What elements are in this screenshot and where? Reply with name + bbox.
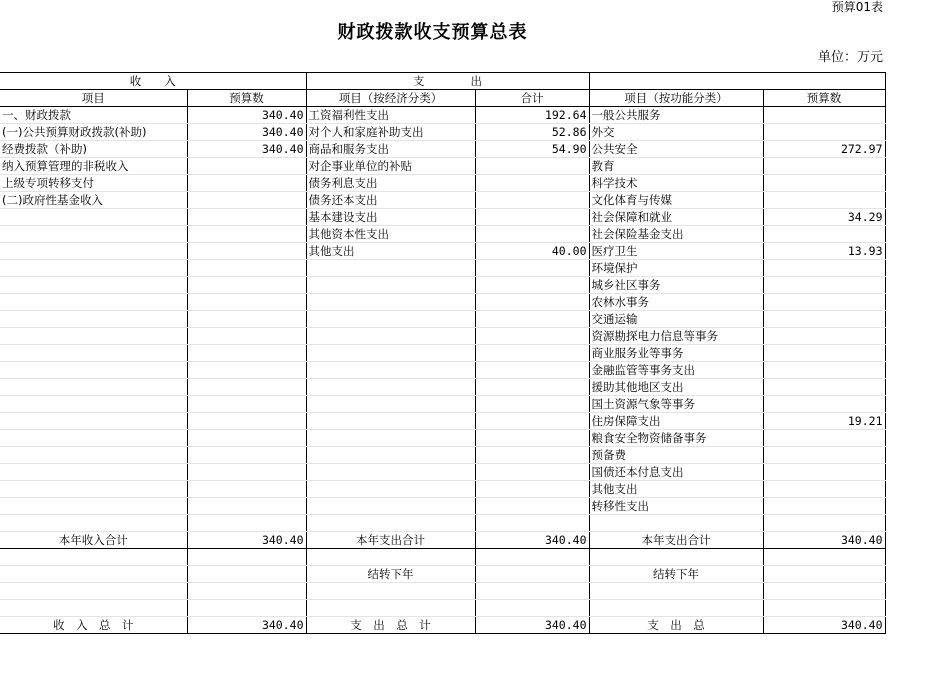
func-amount-cell — [763, 430, 885, 447]
col-header-item: 项目 — [0, 90, 187, 107]
table-row — [0, 379, 885, 396]
income-amount-cell — [187, 515, 306, 532]
income-amount-cell — [187, 243, 306, 260]
econ-amount-cell — [475, 447, 589, 464]
func-item-cell: 交通运输 — [589, 311, 763, 328]
func-amount-cell — [763, 464, 885, 481]
econ-amount-cell — [475, 192, 589, 209]
table-row — [0, 175, 885, 192]
func-amount-cell — [763, 294, 885, 311]
econ-item-cell: 其他资本性支出 — [306, 226, 475, 243]
func-amount-cell — [763, 226, 885, 243]
econ-amount-cell — [475, 430, 589, 447]
income-item-cell — [0, 515, 187, 532]
page-title: 财政拨款收支预算总表 — [337, 22, 528, 43]
func-amount-cell: 13.93 — [763, 243, 885, 260]
income-item-cell: 经费拨款（补助) — [0, 141, 187, 158]
header-row-top — [0, 73, 885, 90]
econ-amount-cell — [475, 175, 589, 192]
income-item-cell — [0, 498, 187, 515]
func-amount-cell — [763, 311, 885, 328]
expense-total-label: 支 出 总 计 — [306, 617, 475, 634]
expense-sum-amount: 340.40 — [475, 532, 589, 549]
econ-amount-cell — [475, 515, 589, 532]
func-amount-cell — [763, 158, 885, 175]
func-item-cell: 城乡社区事务 — [589, 277, 763, 294]
form-code: 预算01表 — [831, 0, 883, 14]
func-item-cell: 粮食安全物资储备事务 — [589, 430, 763, 447]
func-sum-amount: 340.40 — [763, 532, 885, 549]
table-row — [0, 294, 885, 311]
func-carry-label: 结转下年 — [589, 566, 763, 583]
econ-amount-cell — [475, 498, 589, 515]
func-item-cell: 国债还本付息支出 — [589, 464, 763, 481]
econ-item-cell — [306, 311, 475, 328]
econ-amount-cell — [475, 396, 589, 413]
expense-carry-label: 结转下年 — [306, 566, 475, 583]
table-row — [0, 124, 885, 141]
func-amount-cell: 272.97 — [763, 141, 885, 158]
econ-amount-cell — [475, 345, 589, 362]
func-item-cell: 文化体育与传媒 — [589, 192, 763, 209]
income-amount-cell — [187, 413, 306, 430]
expense-total-amount: 340.40 — [475, 617, 589, 634]
table-row — [0, 413, 885, 430]
econ-item-cell: 工资福利性支出 — [306, 107, 475, 124]
table-row — [0, 243, 885, 260]
income-amount-cell: 340.40 — [187, 124, 306, 141]
func-amount-cell — [763, 107, 885, 124]
income-amount-cell: 340.40 — [187, 107, 306, 124]
func-item-cell: 援助其他地区支出 — [589, 379, 763, 396]
income-item-cell — [0, 447, 187, 464]
table-row — [0, 328, 885, 345]
income-header: 收 入 — [0, 73, 306, 90]
income-amount-cell — [187, 277, 306, 294]
income-item-cell — [0, 328, 187, 345]
income-item-cell — [0, 379, 187, 396]
func-amount-cell: 34.29 — [763, 209, 885, 226]
func-amount-cell: 19.21 — [763, 413, 885, 430]
income-item-cell — [0, 294, 187, 311]
func-item-cell: 医疗卫生 — [589, 243, 763, 260]
func-item-cell: 预备费 — [589, 447, 763, 464]
econ-item-cell: 对个人和家庭补助支出 — [306, 124, 475, 141]
carry-row — [0, 566, 885, 583]
income-amount-cell — [187, 260, 306, 277]
table-row — [0, 481, 885, 498]
econ-item-cell — [306, 328, 475, 345]
econ-amount-cell — [475, 362, 589, 379]
expense-sum-label: 本年支出合计 — [306, 532, 475, 549]
func-item-cell: 资源勘探电力信息等事务 — [589, 328, 763, 345]
econ-amount-cell: 40.00 — [475, 243, 589, 260]
blank-row — [0, 583, 885, 600]
table-row — [0, 498, 885, 515]
econ-item-cell — [306, 413, 475, 430]
econ-amount-cell — [475, 413, 589, 430]
table-row — [0, 311, 885, 328]
table-row — [0, 464, 885, 481]
func-amount-cell — [763, 481, 885, 498]
income-item-cell — [0, 413, 187, 430]
func-item-cell: 社会保险基金支出 — [589, 226, 763, 243]
table-row — [0, 192, 885, 209]
blank-row — [0, 600, 885, 617]
table-row — [0, 396, 885, 413]
econ-amount-cell — [475, 464, 589, 481]
func-item-cell: 科学技术 — [589, 175, 763, 192]
func-amount-cell — [763, 328, 885, 345]
econ-amount-cell — [475, 294, 589, 311]
income-amount-cell — [187, 396, 306, 413]
func-amount-cell — [763, 277, 885, 294]
func-amount-cell — [763, 447, 885, 464]
income-item-cell: 一、财政拨款 — [0, 107, 187, 124]
income-amount-cell — [187, 464, 306, 481]
income-amount-cell — [187, 158, 306, 175]
income-item-cell — [0, 362, 187, 379]
summary-row — [0, 532, 885, 549]
func-amount-cell — [763, 515, 885, 532]
income-amount-cell — [187, 447, 306, 464]
income-amount-cell — [187, 379, 306, 396]
income-amount-cell — [187, 430, 306, 447]
col-header-func-budget: 预算数 — [763, 90, 885, 107]
econ-item-cell — [306, 396, 475, 413]
func-item-cell: 农林水事务 — [589, 294, 763, 311]
econ-item-cell — [306, 481, 475, 498]
func-amount-cell — [763, 396, 885, 413]
econ-item-cell: 债务还本支出 — [306, 192, 475, 209]
table-row — [0, 362, 885, 379]
func-item-cell: 环境保护 — [589, 260, 763, 277]
func-sum-label: 本年支出合计 — [589, 532, 763, 549]
econ-item-cell: 债务利息支出 — [306, 175, 475, 192]
income-amount-cell — [187, 175, 306, 192]
table-row — [0, 260, 885, 277]
unit-label: 单位：万元 — [817, 50, 883, 65]
income-amount-cell — [187, 192, 306, 209]
income-item-cell — [0, 209, 187, 226]
income-item-cell — [0, 345, 187, 362]
func-item-cell: 外交 — [589, 124, 763, 141]
econ-amount-cell — [475, 277, 589, 294]
econ-amount-cell: 54.90 — [475, 141, 589, 158]
col-header-func-item: 项目（按功能分类） — [589, 90, 763, 107]
table-row — [0, 226, 885, 243]
income-amount-cell — [187, 328, 306, 345]
econ-item-cell — [306, 515, 475, 532]
income-amount-cell — [187, 498, 306, 515]
income-amount-cell — [187, 481, 306, 498]
func-amount-cell — [763, 175, 885, 192]
econ-amount-cell: 52.86 — [475, 124, 589, 141]
income-item-cell: 纳入预算管理的非税收入 — [0, 158, 187, 175]
table-row — [0, 141, 885, 158]
func-item-cell: 转移性支出 — [589, 498, 763, 515]
econ-item-cell — [306, 379, 475, 396]
func-item-cell: 公共安全 — [589, 141, 763, 158]
income-item-cell — [0, 430, 187, 447]
income-amount-cell — [187, 226, 306, 243]
econ-item-cell — [306, 277, 475, 294]
income-item-cell — [0, 243, 187, 260]
expense-header-blank — [589, 73, 885, 90]
econ-amount-cell — [475, 260, 589, 277]
income-amount-cell — [187, 345, 306, 362]
income-item-cell — [0, 226, 187, 243]
econ-item-cell: 其他支出 — [306, 243, 475, 260]
econ-amount-cell: 192.64 — [475, 107, 589, 124]
table-row — [0, 345, 885, 362]
econ-item-cell — [306, 447, 475, 464]
econ-item-cell — [306, 345, 475, 362]
income-item-cell — [0, 464, 187, 481]
income-item-cell — [0, 260, 187, 277]
func-item-cell: 其他支出 — [589, 481, 763, 498]
func-item-cell — [589, 515, 763, 532]
income-sum-label: 本年收入合计 — [0, 532, 187, 549]
grand-total-row — [0, 617, 885, 634]
table-row — [0, 158, 885, 175]
econ-item-cell — [306, 294, 475, 311]
func-item-cell: 教育 — [589, 158, 763, 175]
col-header-econ-item: 项目（按经济分类） — [306, 90, 475, 107]
func-amount-cell — [763, 379, 885, 396]
income-amount-cell: 340.40 — [187, 141, 306, 158]
income-item-cell — [0, 311, 187, 328]
income-item-cell — [0, 481, 187, 498]
table-row — [0, 430, 885, 447]
income-amount-cell — [187, 209, 306, 226]
col-header-budget: 预算数 — [187, 90, 306, 107]
func-amount-cell — [763, 345, 885, 362]
table-row — [0, 107, 885, 124]
income-item-cell: 上级专项转移支付 — [0, 175, 187, 192]
econ-amount-cell — [475, 311, 589, 328]
econ-item-cell: 基本建设支出 — [306, 209, 475, 226]
table-row — [0, 277, 885, 294]
income-amount-cell — [187, 294, 306, 311]
income-sum-amount: 340.40 — [187, 532, 306, 549]
income-item-cell — [0, 396, 187, 413]
econ-item-cell — [306, 498, 475, 515]
budget-table — [0, 72, 886, 634]
econ-amount-cell — [475, 209, 589, 226]
income-total-label: 收 入 总 计 — [0, 617, 187, 634]
table-row — [0, 515, 885, 532]
func-item-cell: 一般公共服务 — [589, 107, 763, 124]
table-row — [0, 209, 885, 226]
econ-item-cell: 对企事业单位的补贴 — [306, 158, 475, 175]
func-item-cell: 住房保障支出 — [589, 413, 763, 430]
func-amount-cell — [763, 362, 885, 379]
func-amount-cell — [763, 260, 885, 277]
income-item-cell — [0, 277, 187, 294]
econ-item-cell — [306, 430, 475, 447]
func-amount-cell — [763, 192, 885, 209]
table-row — [0, 447, 885, 464]
func-amount-cell — [763, 124, 885, 141]
econ-item-cell: 商品和服务支出 — [306, 141, 475, 158]
econ-amount-cell — [475, 328, 589, 345]
econ-item-cell — [306, 362, 475, 379]
func-item-cell: 商业服务业等事务 — [589, 345, 763, 362]
blank-row — [0, 549, 885, 566]
econ-amount-cell — [475, 158, 589, 175]
econ-amount-cell — [475, 481, 589, 498]
econ-amount-cell — [475, 226, 589, 243]
header-row — [0, 90, 885, 107]
func-item-cell: 社会保障和就业 — [589, 209, 763, 226]
func-item-cell: 国土资源气象等事务 — [589, 396, 763, 413]
func-amount-cell — [763, 498, 885, 515]
func-item-cell: 金融监管等事务支出 — [589, 362, 763, 379]
econ-amount-cell — [475, 379, 589, 396]
income-amount-cell — [187, 311, 306, 328]
expense-header: 支 出 — [306, 73, 589, 90]
income-total-amount: 340.40 — [187, 617, 306, 634]
func-total-label: 支 出 总 — [589, 617, 763, 634]
income-amount-cell — [187, 362, 306, 379]
income-item-cell: (二)政府性基金收入 — [0, 192, 187, 209]
col-header-total: 合计 — [475, 90, 589, 107]
econ-item-cell — [306, 464, 475, 481]
income-item-cell: (一)公共预算财政拨款(补助) — [0, 124, 187, 141]
econ-item-cell — [306, 260, 475, 277]
func-total-amount: 340.40 — [763, 617, 885, 634]
